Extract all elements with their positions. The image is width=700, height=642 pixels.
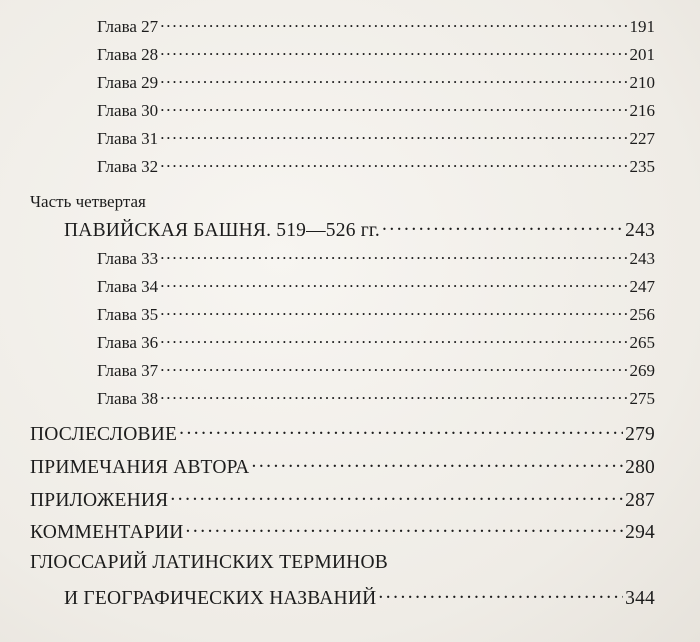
toc-entry-page: 191 bbox=[629, 17, 655, 36]
leader-dots bbox=[251, 453, 623, 473]
leader-dots bbox=[186, 518, 624, 538]
toc-part-title[interactable] bbox=[64, 216, 655, 248]
toc-entry-page: 201 bbox=[629, 45, 655, 64]
toc-entry-label: Глава 31 bbox=[97, 129, 159, 148]
leader-dots bbox=[170, 486, 623, 506]
toc-entry-page: 227 bbox=[629, 129, 655, 148]
toc-entry-page: 235 bbox=[629, 157, 655, 176]
toc-entry-page: 294 bbox=[625, 521, 655, 543]
toc-section[interactable] bbox=[30, 453, 655, 485]
toc-entry-label: И ГЕОГРАФИЧЕСКИХ НАЗВАНИЙ bbox=[64, 587, 377, 609]
toc-entry-label: Глава 35 bbox=[97, 305, 159, 324]
toc-entry-label: ПОСЛЕСЛОВИЕ bbox=[30, 423, 178, 445]
toc-glossary-line2[interactable] bbox=[64, 584, 655, 616]
toc-entry-label: Глава 38 bbox=[97, 389, 159, 408]
toc-entry-page: 256 bbox=[629, 305, 655, 324]
leader-dots bbox=[160, 15, 627, 32]
leader-dots bbox=[160, 303, 627, 320]
toc-section[interactable] bbox=[30, 420, 655, 452]
toc-entry-page: 287 bbox=[625, 489, 655, 511]
toc-entry-label: Глава 29 bbox=[97, 73, 159, 92]
toc-entry[interactable] bbox=[97, 15, 655, 41]
toc-entry-label: Глава 28 bbox=[97, 45, 159, 64]
toc-section[interactable] bbox=[30, 518, 655, 550]
toc-entry-page: 269 bbox=[629, 361, 655, 380]
toc-entry-label: Глава 27 bbox=[97, 17, 159, 36]
part-heading: Часть четвертая bbox=[30, 192, 146, 211]
toc-entry[interactable] bbox=[97, 331, 655, 357]
toc-entry-label: ГЛОССАРИЙ ЛАТИНСКИХ ТЕРМИНОВ bbox=[30, 552, 388, 573]
leader-dots bbox=[160, 331, 627, 348]
toc-entry[interactable] bbox=[97, 247, 655, 273]
toc-entry-label: ПРИЛОЖЕНИЯ bbox=[30, 489, 169, 511]
toc-entry-page: 279 bbox=[625, 423, 655, 445]
toc-entry-page: 275 bbox=[629, 389, 655, 408]
toc-entry-page: 280 bbox=[625, 456, 655, 478]
leader-dots bbox=[160, 275, 627, 292]
toc-entry-label: Глава 34 bbox=[97, 277, 159, 296]
leader-dots bbox=[160, 359, 627, 376]
leader-dots bbox=[179, 420, 623, 440]
leader-dots bbox=[160, 99, 627, 116]
toc-entry[interactable] bbox=[97, 155, 655, 181]
leader-dots bbox=[382, 216, 623, 236]
toc-entry[interactable] bbox=[97, 43, 655, 69]
leader-dots bbox=[160, 127, 627, 144]
toc-entry-page: 210 bbox=[629, 73, 655, 92]
toc-entry[interactable] bbox=[97, 359, 655, 385]
leader-dots bbox=[160, 247, 627, 264]
toc-entry-page: 243 bbox=[625, 219, 655, 241]
toc-entry-label: КОММЕНТАРИИ bbox=[30, 521, 184, 543]
toc-entry-label: Глава 37 bbox=[97, 361, 159, 380]
toc-entry-label: Глава 33 bbox=[97, 249, 159, 268]
toc-glossary-line1[interactable] bbox=[30, 552, 655, 584]
toc-entry-page: 265 bbox=[629, 333, 655, 352]
toc-entry-label: ПРИМЕЧАНИЯ АВТОРА bbox=[30, 456, 250, 478]
leader-dots bbox=[160, 155, 627, 172]
toc-section[interactable] bbox=[30, 486, 655, 518]
leader-dots bbox=[378, 584, 623, 604]
toc-entry[interactable] bbox=[97, 387, 655, 413]
toc-entry-page: 216 bbox=[629, 101, 655, 120]
leader-dots bbox=[160, 71, 627, 88]
leader-dots bbox=[160, 387, 627, 404]
toc-entry[interactable] bbox=[97, 303, 655, 329]
toc-entry-label: Глава 30 bbox=[97, 101, 159, 120]
toc-entry[interactable] bbox=[97, 99, 655, 125]
toc-entry-label: Глава 36 bbox=[97, 333, 159, 352]
toc-entry[interactable] bbox=[97, 275, 655, 301]
toc-entry-label: ПАВИЙСКАЯ БАШНЯ. 519—526 гг. bbox=[64, 219, 380, 241]
leader-dots bbox=[160, 43, 627, 60]
toc-entry[interactable] bbox=[97, 71, 655, 97]
toc-entry-page: 247 bbox=[629, 277, 655, 296]
toc-entry-label: Глава 32 bbox=[97, 157, 159, 176]
toc-entry-page: 243 bbox=[629, 249, 655, 268]
toc-entry[interactable] bbox=[97, 127, 655, 153]
toc-entry-page: 344 bbox=[625, 587, 655, 609]
